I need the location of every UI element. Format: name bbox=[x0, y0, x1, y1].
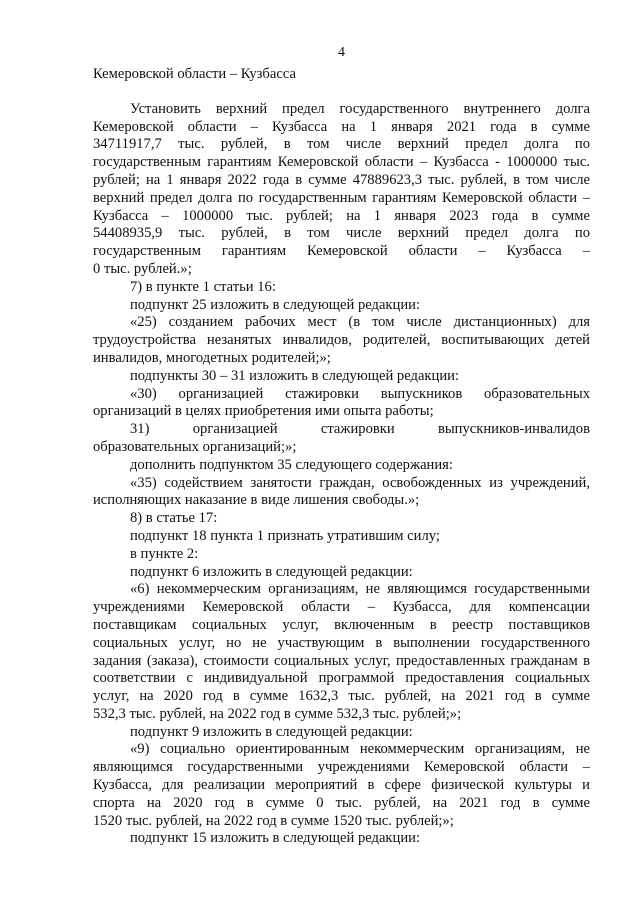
text-line: «9) социально ориентированным некоммерческим организациям, не bbox=[130, 741, 590, 758]
text-line: 8) в статье 17: bbox=[130, 510, 218, 527]
text-line: социальных услуг, но не участвующим в выполнении государственного bbox=[93, 634, 590, 651]
text-line: Установить верхний предел государственного внутреннего долга bbox=[130, 100, 590, 117]
text-line: государственным гарантиям Кемеровской области – Кузбасса - 1000000 тыс. bbox=[93, 154, 590, 171]
text-line: 34711917,7 тыс. рублей, в том числе верхний предел долга по bbox=[93, 136, 590, 153]
text-line: 0 тыс. рублей.»; bbox=[93, 260, 192, 277]
text-line: «30) организацией стажировки выпускников образовательных bbox=[130, 385, 590, 402]
text-line: рублей; на 1 января 2022 года в сумме 47889623,3 тыс. рублей, в том числе bbox=[93, 171, 590, 188]
heading-line: Кемеровской области – Кузбасса bbox=[93, 66, 296, 82]
text-line: подпункт 15 изложить в следующей редакции: bbox=[130, 830, 421, 847]
paragraph-gap bbox=[93, 84, 590, 101]
text-line: «6) некоммерческим организациям, не являющимся государственными bbox=[130, 581, 590, 598]
text-line: «25) созданием рабочих мест (в том числе дистанционных) для bbox=[130, 314, 590, 331]
text-line: дополнить подпунктом 35 следующего содержания: bbox=[130, 456, 453, 473]
text-line: «35) содействием занятости граждан, освобожденных из учреждений, bbox=[130, 474, 590, 491]
text-line: услуг, на 2020 год в сумме 1632,3 тыс. рублей, на 2021 год в сумме bbox=[93, 688, 590, 705]
text-line: инвалидов, многодетных родителей;»; bbox=[93, 349, 331, 366]
text-line: Кузбасса – 1000000 тыс. рублей; на 1 января 2023 года в сумме bbox=[93, 207, 590, 224]
text-line: спорта на 2020 год в сумме 0 тыс. рублей, на 2021 год в сумме bbox=[93, 794, 590, 811]
text-line: подпункт 6 изложить в следующей редакции: bbox=[130, 563, 413, 580]
text-line: являющимся государственными учреждениями Кемеровской области – bbox=[93, 759, 590, 776]
text-line: трудоустройства незанятых инвалидов, родителей, воспитывающих детей bbox=[93, 332, 590, 349]
text-line: подпункт 18 пункта 1 признать утратившим силу; bbox=[130, 527, 440, 544]
text-line: соответствии с индивидуальной программой предоставления социальных bbox=[93, 670, 590, 687]
text-line: 31) организацией стажировки выпускников-инвалидов bbox=[130, 421, 590, 438]
text-line: подпункты 30 – 31 изложить в следующей редакции: bbox=[130, 367, 459, 384]
text-line: образовательных организаций;»; bbox=[93, 438, 297, 455]
text-line: 1520 тыс. рублей, на 2022 год в сумме 1520 тыс. рублей;»; bbox=[93, 812, 454, 829]
text-line: 532,3 тыс. рублей, на 2022 год в сумме 532,3 тыс. рублей;»; bbox=[93, 705, 462, 722]
text-line: задания (заказа), стоимости социальных услуг, предоставленных гражданам в bbox=[93, 652, 590, 669]
text-line: 54408935,9 тыс. рублей, в том числе верхний предел долга по bbox=[93, 225, 590, 242]
text-line: в пункте 2: bbox=[130, 545, 199, 562]
text-line: организаций в целях приобретения ими опыта работы; bbox=[93, 403, 434, 420]
text-line: государственным гарантиям Кемеровской области – Кузбасса – bbox=[93, 243, 590, 260]
document-body bbox=[93, 101, 590, 848]
text-line: подпункт 9 изложить в следующей редакции: bbox=[130, 723, 413, 740]
text-line: исполняющих наказание в виде лишения свободы.»; bbox=[93, 492, 420, 509]
page-number: 4 bbox=[338, 45, 345, 60]
text-line: верхний предел долга по государственным гарантиям Кемеровской области – bbox=[93, 189, 590, 206]
text-line: поставщикам социальных услуг, включенным в реестр поставщиков bbox=[93, 616, 590, 633]
text-line: 7) в пункте 1 статьи 16: bbox=[130, 278, 276, 295]
text-line: подпункт 25 изложить в следующей редакции: bbox=[130, 296, 421, 313]
text-line: Кемеровской области – Кузбасса на 1 января 2021 года в сумме bbox=[93, 118, 590, 135]
text-line: Кузбасса, для реализации мероприятий в сфере физической культуры и bbox=[93, 777, 590, 794]
text-line: учреждениями Кемеровской области – Кузбасса, для компенсации bbox=[93, 599, 590, 616]
